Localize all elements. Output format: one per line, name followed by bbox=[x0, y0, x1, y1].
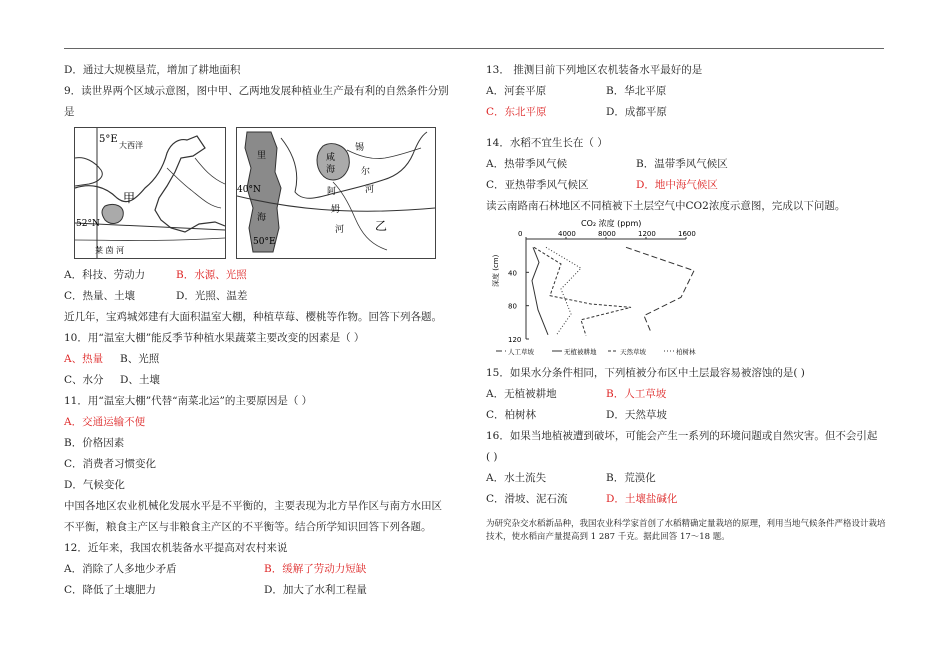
map2-sea-b: 海 bbox=[257, 213, 267, 223]
map2-river2-c: 河 bbox=[335, 225, 345, 235]
x-tick-label: 1600 bbox=[678, 230, 696, 238]
map2-river1-c: 河 bbox=[365, 185, 375, 195]
q11-option-d: D．气候变化 bbox=[64, 479, 125, 491]
q10-option-a: A、热量 bbox=[64, 353, 104, 365]
map2-place: 乙 bbox=[375, 219, 388, 233]
q10-stem: 10．用“温室大棚”能反季节种植水果蔬菜主要改变的因素是（ ） bbox=[64, 332, 365, 344]
chart-ylabel: 深度 (cm) bbox=[492, 254, 500, 287]
header-rule bbox=[64, 48, 884, 49]
q14-stem: 14．水稻不宜生长在（ ） bbox=[486, 137, 608, 149]
q13-option-c: C．东北平原 bbox=[486, 106, 547, 118]
intro-12-13: 中国各地区农业机械化发展水平是不平衡的，主要表现为北方旱作区与南方水田区 bbox=[64, 500, 442, 512]
q12-option-d: D．加大了水利工程量 bbox=[264, 584, 367, 596]
q14-option-d: D．地中海气候区 bbox=[636, 179, 718, 191]
q10-options-cd bbox=[64, 370, 469, 391]
y-tick-label: 80 bbox=[508, 302, 517, 311]
q12-options-cd bbox=[64, 580, 469, 601]
intro-12-13-cont: 不平衡，粮食主产区与非粮食主产区的不平衡等。结合所学知识回答下列各题。 bbox=[64, 521, 432, 533]
q16-option-d: D．土壤盐碱化 bbox=[606, 493, 678, 505]
x-tick-label: 8000 bbox=[598, 230, 616, 238]
q15-option-d: D．天然草坡 bbox=[606, 409, 667, 421]
q11-option-a: A．交通运输不便 bbox=[64, 416, 146, 428]
q13-option-a: A．河套平原 bbox=[486, 85, 547, 97]
left-column bbox=[64, 60, 469, 601]
q16-stem: 16．如果当地植被遭到破坏，可能会产生一系列的环境问题或自然灾害。但不会引起 bbox=[486, 430, 878, 442]
q9-option-b: B．水源、光照 bbox=[176, 269, 247, 281]
map1-sea: 大西洋 bbox=[119, 141, 143, 150]
q15-options-cd bbox=[486, 405, 886, 426]
y-tick-label: 120 bbox=[508, 336, 522, 344]
q13-stem: 13． 推测目前下列地区农机装备水平最好的是 bbox=[486, 64, 703, 76]
q16-option-b: B．荒漠化 bbox=[606, 472, 656, 484]
q13-options-ab bbox=[486, 81, 886, 102]
intro-10-11: 近几年，宝鸡城郊建有大面积温室大棚，种植草莓、樱桃等作物。回答下列各题。 bbox=[64, 311, 442, 323]
q14-options-cd bbox=[486, 175, 886, 196]
map2-lat: 40°N bbox=[237, 185, 261, 195]
q9-stem-cont: 是 bbox=[64, 106, 75, 118]
q10-option-d: D、土壤 bbox=[120, 374, 160, 386]
q9-options-cd bbox=[64, 286, 469, 307]
q14-option-b: B．温带季风气候区 bbox=[636, 158, 728, 170]
q12-option-c: C．降低了土壤肥力 bbox=[64, 584, 157, 596]
chart-xlabel: CO₂ 浓度 (ppm) bbox=[581, 219, 642, 228]
q11-option-c: C．消费者习惯变化 bbox=[64, 458, 157, 470]
right-column bbox=[486, 60, 886, 544]
intro-17-18: 为研究杂交水稻新品种，我国农业科学家首创了水稻精确定量栽培的原理，利用当地气候条件严格设计栽培技术，使水稻亩产量提高到 1 287 千克。据此回答 17～18 题。 bbox=[486, 519, 886, 542]
map1-river: 莱 茵 河 bbox=[95, 246, 125, 255]
q14-option-a: A．热带季风气候 bbox=[486, 158, 568, 170]
q13-options-cd bbox=[486, 102, 886, 123]
map2-sea-a: 里 bbox=[257, 151, 267, 161]
region-maps bbox=[64, 127, 469, 259]
legend-label: 柏树林 bbox=[676, 348, 696, 356]
q12-options-ab bbox=[64, 559, 469, 580]
q10-option-b: B、光照 bbox=[120, 353, 160, 365]
q14-options-ab bbox=[486, 154, 886, 175]
legend-label: 天然草坡 bbox=[620, 348, 646, 356]
q12-option-b: B．缓解了劳动力短缺 bbox=[264, 563, 367, 575]
q13-option-d: D．成都平原 bbox=[606, 106, 667, 118]
q13-option-b: B．华北平原 bbox=[606, 85, 667, 97]
q15-option-c: C．柏树林 bbox=[486, 409, 537, 421]
map2-lake-a: 咸 bbox=[326, 153, 336, 163]
q16-option-a: A．水土流失 bbox=[486, 472, 547, 484]
q11-stem: 11．用“温室大棚”代替“南菜北运”的主要原因是（ ） bbox=[64, 395, 313, 407]
q15-option-b: B．人工草坡 bbox=[606, 388, 667, 400]
q9-option-d: D．光照、温差 bbox=[176, 290, 248, 302]
map2-river1-a: 锡 bbox=[355, 143, 365, 153]
series-line-longdash bbox=[626, 247, 694, 332]
map1-lat: 52°N bbox=[76, 219, 100, 229]
legend-label: 无植被耕地 bbox=[564, 348, 597, 356]
q14-option-c: C．亚热带季风气候区 bbox=[486, 179, 589, 191]
legend-label: 人工草坡 bbox=[508, 348, 534, 356]
map2-lon: 50°E bbox=[253, 237, 276, 247]
q9-options-ab bbox=[64, 265, 469, 286]
q8-option-d: D．通过大规模垦荒，增加了耕地面积 bbox=[64, 64, 241, 76]
q16-option-c: C．滑坡、泥石流 bbox=[486, 493, 568, 505]
x-tick-label: 4000 bbox=[558, 230, 576, 238]
q15-option-a: A．无植被耕地 bbox=[486, 388, 557, 400]
q16-options-cd bbox=[486, 489, 886, 510]
map1-place: 甲 bbox=[123, 191, 136, 205]
map2-river2-b: 姆 bbox=[331, 205, 341, 215]
intro-15-16: 读云南路南石林地区不同植被下土层空气中CO2浓度示意图，完成以下问题。 bbox=[486, 200, 846, 212]
map1-lon: 5°E bbox=[99, 134, 118, 145]
y-tick-label: 40 bbox=[508, 269, 517, 278]
q12-option-a: A．消除了人多地少矛盾 bbox=[64, 563, 177, 575]
co2-chart-svg bbox=[486, 217, 726, 357]
q16-options-ab bbox=[486, 468, 886, 489]
series-line-solid bbox=[532, 247, 548, 335]
series-line-dash bbox=[534, 247, 631, 335]
q15-options-ab bbox=[486, 384, 886, 405]
q16-stem-cont: ( ) bbox=[486, 451, 498, 463]
map2-river2-a: 阿 bbox=[327, 187, 337, 197]
co2-chart bbox=[486, 217, 886, 357]
x-tick-label: 0 bbox=[518, 230, 523, 238]
q11-option-b: B．价格因素 bbox=[64, 437, 125, 449]
map-europe bbox=[74, 127, 226, 259]
q10-options-ab bbox=[64, 349, 469, 370]
x-tick-label: 1200 bbox=[638, 230, 656, 238]
map2-lake-b: 海 bbox=[326, 165, 336, 175]
q9-option-c: C．热量、土壤 bbox=[64, 290, 136, 302]
map-central-asia bbox=[236, 127, 436, 259]
q9-option-a: A．科技、劳动力 bbox=[64, 269, 146, 281]
q15-stem: 15．如果水分条件相同，下列植被分布区中土层最容易被溶蚀的是( ) bbox=[486, 367, 805, 379]
q9-stem: 9．读世界两个区域示意图，图中甲、乙两地发展种植业生产最有利的自然条件分别 bbox=[64, 85, 449, 97]
q12-stem: 12．近年来，我国农机装备水平提高对农村来说 bbox=[64, 542, 288, 554]
map2-river1-b: 尔 bbox=[361, 167, 371, 177]
q10-option-c: C、水分 bbox=[64, 374, 104, 386]
